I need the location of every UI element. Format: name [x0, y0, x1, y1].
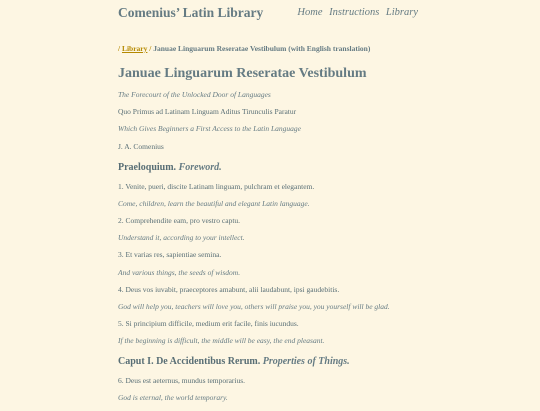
- breadcrumb-separator: /: [149, 44, 152, 53]
- english-line: If the beginning is difficult, the middle will be easy, the end pleasant.: [118, 336, 325, 346]
- section-heading-english: Foreword.: [178, 161, 222, 173]
- english-line: Understand it, according to your intellect.: [118, 233, 245, 243]
- latin-line: 4. Deus vos iuvabit, praeceptores amabunt, alii laudabunt, ipsi gaudebitis.: [118, 284, 340, 294]
- latin-line: 3. Et varias res, sapientiae semina.: [118, 250, 222, 260]
- breadcrumb: [118, 44, 418, 53]
- subtitle-english: The Forecourt of the Unlocked Door of Languages: [118, 90, 271, 99]
- main-nav: [293, 7, 418, 18]
- site-header: [0, 0, 540, 26]
- subtitle-latin: Quo Primus ad Latinam Linguam Aditus Tirunculis Paratur: [118, 107, 297, 117]
- latin-line: 2. Comprehendite eam, pro vestro captu.: [118, 215, 241, 225]
- latin-line: 5. Si principium difficile, medium erit facile, finis iucundus.: [118, 319, 299, 329]
- breadcrumb-library-link[interactable]: Library: [121, 44, 148, 53]
- breadcrumb-separator: /: [118, 44, 121, 53]
- breadcrumb-current: Januae Linguarum Reseratae Vestibulum (with English translation): [153, 44, 371, 53]
- nav-library-link[interactable]: Library: [385, 7, 418, 18]
- section-heading-foreword: [118, 161, 418, 174]
- latin-line: 6. Deus est aeternus, mundus temporarius.: [118, 376, 246, 386]
- section-heading-latin: Praeloquium.: [118, 161, 177, 173]
- section-heading-chapter-1: [118, 355, 418, 368]
- nav-home-link[interactable]: Home: [297, 7, 323, 18]
- english-line: God is eternal, the world temporary.: [118, 393, 228, 403]
- section-heading-english: Properties of Things.: [262, 356, 350, 368]
- author: J. A. Comenius: [118, 141, 164, 151]
- site-title-link[interactable]: Comenius’ Latin Library: [118, 5, 264, 20]
- english-line: God will help you, teachers will love you, others will praise you, you yourself will be glad.: [118, 301, 390, 311]
- english-line: And various things, the seeds of wisdom.: [118, 267, 241, 277]
- subtitle-english-translation: Which Gives Beginners a First Access to the Latin Language: [118, 124, 301, 134]
- main-content: [118, 44, 418, 411]
- section-heading-latin: Caput I. De Accidentibus Rerum.: [118, 356, 261, 368]
- english-line: Come, children, learn the beautiful and elegant Latin language.: [118, 198, 310, 208]
- latin-line: 1. Venite, pueri, discite Latinam linguam, pulchram et elegantem.: [118, 181, 315, 191]
- page-title: Januae Linguarum Reseratae Vestibulum: [118, 66, 367, 81]
- nav-instructions-link[interactable]: Instructions: [329, 7, 380, 18]
